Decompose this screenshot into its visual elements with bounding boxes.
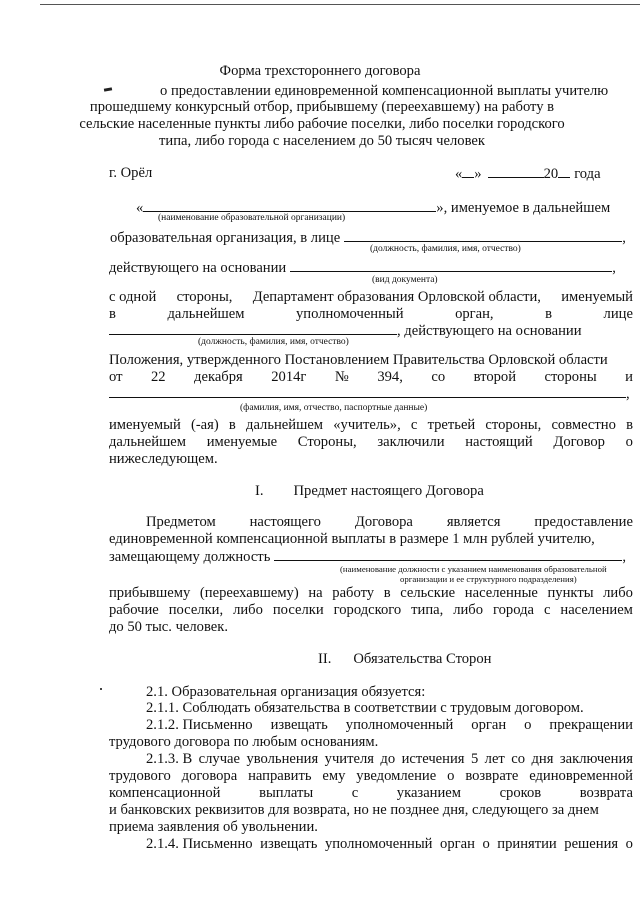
word: 2.1.4. Письменно — [146, 836, 253, 852]
org-name-blank[interactable] — [143, 199, 436, 212]
org-open-quote: « — [136, 200, 144, 216]
clause-2-1-3-line-4: и банковских реквизитов для возврата, но не позднее дня, следующего за днем — [109, 802, 599, 818]
regulation-line: Положения, утвержденного Постановлением Правительства Орловской области — [109, 352, 608, 368]
word: № — [334, 369, 349, 385]
position-caption-2: (должность, фамилия, имя, отчество) — [198, 337, 349, 347]
word: орган, — [455, 306, 494, 322]
word: настоящий — [465, 434, 533, 450]
org-name-caption: (наименование образовательной организации) — [158, 213, 346, 223]
word: дальнейшем — [167, 306, 245, 322]
word: о — [447, 768, 455, 784]
word: со — [511, 751, 526, 767]
word: учителя — [324, 751, 374, 767]
word: Стороны, — [297, 434, 357, 450]
form-title: Форма трехстороннего договора — [219, 63, 421, 79]
clause-2-1-3-line-2 — [109, 768, 633, 785]
date-year-suffix: года — [574, 166, 601, 182]
word: о — [482, 836, 490, 852]
word: о — [625, 434, 633, 450]
position-caption-line-2: организации и ее структурного подразделения) — [400, 574, 577, 584]
passport-caption: (фамилия, имя, отчество, паспортные данные) — [240, 403, 428, 413]
word: 2.1.2. Письменно — [146, 717, 253, 733]
authorized-body-line — [109, 306, 633, 323]
word: дальнейшем — [109, 434, 187, 450]
word: истечения — [401, 751, 465, 767]
position-label: замещающему должность — [109, 549, 271, 565]
word: либо — [603, 585, 633, 601]
word: дня — [531, 751, 554, 767]
word: на — [308, 585, 323, 601]
word: (-ая) — [190, 417, 219, 433]
subject-line-6: до 50 тыс. человек. — [109, 619, 228, 635]
word: о — [625, 836, 633, 852]
teacher-line-3: нижеследующем. — [109, 451, 218, 467]
word: извещать — [260, 836, 318, 852]
word: сроков — [499, 785, 542, 801]
section-1-number: I. — [255, 483, 264, 499]
word: ему — [322, 768, 346, 784]
word: трудового — [109, 768, 171, 784]
word: единовременной — [529, 768, 633, 784]
word: в — [383, 585, 391, 601]
word: уполномоченный — [324, 836, 433, 852]
word: второй — [473, 369, 517, 385]
city-name: г. Орёл — [109, 165, 153, 181]
teacher-line-1 — [109, 417, 633, 434]
word: в — [545, 306, 553, 322]
date-month-blank[interactable] — [488, 165, 544, 178]
position-blank[interactable] — [274, 548, 622, 561]
word: в — [109, 306, 116, 322]
title-line-5: типа, либо города с населением до 50 тысяч человек — [159, 133, 485, 149]
authorized-person-blank[interactable] — [109, 322, 397, 335]
word: 2.1.3. В — [146, 751, 193, 767]
section-2-title: Обязательства Сторон — [353, 651, 492, 667]
section-2-number: II. — [318, 651, 332, 667]
document-type-caption: (вид документа) — [372, 275, 438, 285]
word: именуемый — [561, 289, 633, 305]
word: населением — [560, 602, 633, 618]
word: именуемые — [206, 434, 278, 450]
acting-basis-text: , действующего на основании — [397, 323, 582, 339]
word: Предметом — [146, 514, 216, 530]
basis-document-blank[interactable] — [290, 259, 612, 272]
word: с одной — [109, 289, 157, 305]
word: и — [625, 369, 633, 385]
word: поселки — [272, 602, 324, 618]
word: направить — [248, 768, 312, 784]
basis-label: действующего на основании — [109, 260, 287, 276]
word: лице — [603, 306, 633, 322]
word: в — [626, 417, 633, 433]
subject-line-4 — [109, 585, 633, 602]
word: совместно — [551, 417, 616, 433]
teacher-details-line — [109, 385, 630, 403]
date-day-blank[interactable] — [462, 165, 474, 178]
word: компенсационной — [109, 785, 221, 801]
word: сельские — [400, 585, 456, 601]
word: уполномоченный — [296, 306, 404, 322]
contract-date — [455, 165, 601, 183]
word: пункты — [547, 585, 594, 601]
word: декабря — [194, 369, 243, 385]
section-2-heading — [318, 651, 491, 668]
clause-2-1-4-line-1 — [146, 836, 633, 853]
word: орган — [471, 717, 507, 733]
word: со — [431, 369, 446, 385]
clause-2-1-3-line-5: приема заявления об увольнении. — [109, 819, 318, 835]
clause-2-1-1: 2.1.1. Соблюдать обязательства в соответствии с трудовым договором. — [146, 700, 584, 716]
org-person-blank[interactable] — [344, 229, 622, 242]
word: 5 — [470, 751, 479, 767]
word: 22 — [150, 369, 166, 385]
org-person-label: образовательная организация, в лице — [110, 230, 341, 246]
clause-2-1-2-line-2: трудового договора по любым основаниям. — [109, 734, 379, 750]
subject-line-5 — [109, 602, 633, 619]
teacher-details-comma: , — [626, 386, 630, 402]
title-line-4: сельские населенные пункты либо рабочие поселки, либо поселки городского — [79, 116, 565, 132]
word: орган — [440, 836, 475, 852]
section-1-heading — [255, 483, 484, 500]
word: лет — [484, 751, 505, 767]
word: городского — [333, 602, 402, 618]
word: города — [493, 602, 534, 618]
word: с — [351, 785, 359, 801]
subject-line-1 — [146, 514, 633, 531]
clause-2-1-3-line-3 — [109, 785, 633, 802]
word: либо — [453, 602, 484, 618]
word: уполномоченный — [345, 717, 454, 733]
word: заключения — [559, 751, 633, 767]
word: предоставление — [534, 514, 633, 530]
position-comma: , — [622, 549, 626, 565]
org-person-comma: , — [622, 230, 626, 246]
word: выплаты — [259, 785, 314, 801]
word: уведомление — [356, 768, 437, 784]
word: (переехавшему) — [199, 585, 299, 601]
position-caption: (должность, фамилия, имя, отчество) — [370, 244, 521, 254]
date-open-quote: « — [455, 166, 463, 182]
word: принятии — [497, 836, 557, 852]
date-year-blank[interactable] — [558, 165, 570, 178]
word: стороны, — [485, 417, 542, 433]
word: поселки, — [168, 602, 224, 618]
word: о — [524, 717, 532, 733]
word: работу — [332, 585, 375, 601]
word: увольнения — [246, 751, 319, 767]
title-line-2: о предоставлении единовременной компенсационной выплаты учителю — [160, 83, 609, 99]
basis-comma: , — [612, 260, 616, 276]
word: указанием — [396, 785, 461, 801]
word: является — [446, 514, 501, 530]
word: в — [228, 417, 236, 433]
word: прибывшему — [109, 585, 191, 601]
word: стороны, — [176, 289, 233, 305]
word: до — [380, 751, 396, 767]
decree-line — [109, 369, 633, 386]
word: случае — [198, 751, 241, 767]
word: возврата — [579, 785, 633, 801]
word: от — [109, 369, 123, 385]
word: 2014г — [271, 369, 307, 385]
word: возврате — [465, 768, 519, 784]
word: прекращении — [549, 717, 633, 733]
subject-line-2: единовременной компенсационной выплаты в размере 1 млн рублей учителю, — [109, 531, 595, 547]
clause-2-1-2-line-1 — [146, 717, 633, 734]
word: Договор — [553, 434, 605, 450]
position-caption-line-1: (наименование должности с указанием наименования образовательной — [340, 564, 607, 574]
word: с — [410, 417, 418, 433]
department-name: Департамент образования Орловской области, — [252, 289, 541, 305]
department-line — [109, 289, 633, 306]
word: либо — [233, 602, 263, 618]
word: решения — [564, 836, 619, 852]
word: именуемый — [109, 417, 181, 433]
clause-2-1: 2.1. Образовательная организация обязуется: — [146, 684, 426, 700]
org-designation: », именуемое в дальнейшем — [436, 200, 611, 216]
word: настоящего — [249, 514, 321, 530]
word: с — [543, 602, 551, 618]
date-close-quote: » — [474, 166, 482, 182]
word: извещать — [270, 717, 328, 733]
word: стороны — [544, 369, 597, 385]
word: договора — [181, 768, 238, 784]
clause-2-1-3-line-1 — [146, 751, 633, 768]
date-year-prefix: 20 — [543, 166, 559, 182]
teacher-details-blank[interactable] — [109, 385, 626, 398]
title-line-3: прошедшему конкурсный отбор, прибывшему (переехавшему) на работу в — [89, 99, 555, 115]
word: Договора — [354, 514, 413, 530]
word: «учитель», — [333, 417, 401, 433]
word: рабочие — [109, 602, 159, 618]
teacher-line-2 — [109, 434, 633, 451]
word: населенные — [464, 585, 538, 601]
word: дальнейшем — [246, 417, 324, 433]
word: заключили — [377, 434, 445, 450]
word: 394, — [377, 369, 403, 385]
word: третьей — [427, 417, 476, 433]
section-1-title: Предмет настоящего Договора — [293, 483, 484, 499]
word: типа, — [411, 602, 444, 618]
